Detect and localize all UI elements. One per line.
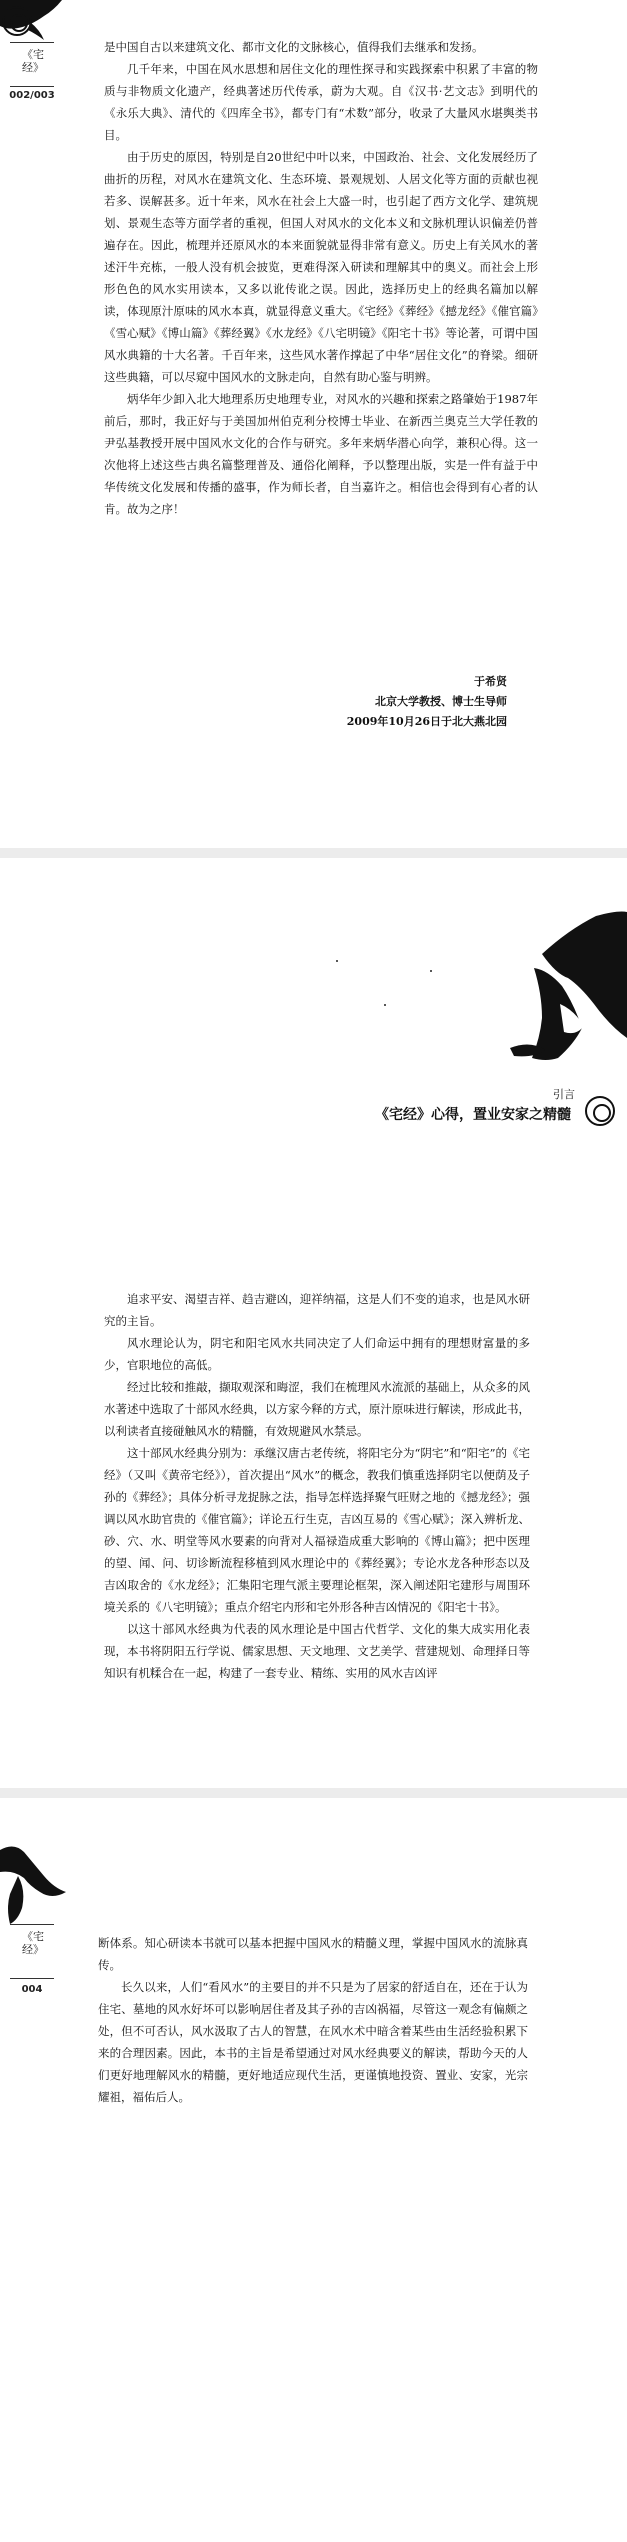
margin-rule bbox=[10, 86, 54, 87]
section-title: 《宅经》心得，置业安家之精髓 bbox=[375, 1107, 571, 1123]
paragraph: 风水理论认为，阴宅和阳宅风水共同决定了人们命运中拥有的理想财富量的多少，官职地位的高低。 bbox=[104, 1336, 530, 1372]
seal-icon bbox=[2, 6, 32, 36]
preface-body bbox=[104, 36, 538, 520]
paragraph: 长久以来，人们“看风水”的主要目的并不只是为了居家的舒适自在，还在于认为住宅、墓地的风水好坏可以影响居住者及其子孙的吉凶祸福，尽管这一观念有偏颇之处，但不可否认，风水汲取了古人的智慧，在风水术中暗含着某些由生活经验积累下来的合理因素。因此，本书的主旨是希望通过对风水经典要义的解读，帮助今天的人们更好地理解风水的精髓，更好地适应现代生活，更谨慎地投资、置业、安家，光宗耀祖，福佑后人。 bbox=[98, 1980, 528, 2104]
paragraph: 炳华年少卸入北大地理系历史地理专业，对风水的兴趣和探索之路肇始于1987年前后，那时，我正好与于美国加州伯克利分校博士毕业、在新西兰奥克兰大学任教的尹弘基教授开展中国风水文化的合作与研究。多年来炳华潜心向学，兼积心得。这一次他将上述这些古典名篇整理普及、通俗化阐释，予以整理出版，实是一件有益于中华传统文化发展和传播的盛事，作为师长者，自当嘉许之。相信也会得到有心者的认肯。故为之序！ bbox=[104, 392, 538, 516]
page-2 bbox=[0, 858, 627, 1788]
signature-block bbox=[347, 672, 507, 732]
margin-rule bbox=[10, 42, 54, 43]
paragraph: 断体系。知心研读本书就可以基本把握中国风水的精髓义理，掌握中国风水的流脉真传。 bbox=[98, 1936, 528, 1972]
signature-name: 于希贤 bbox=[474, 675, 507, 688]
signature-date: 2009年10月26日于北大燕北园 bbox=[346, 715, 507, 728]
margin-book-title: 《宅经》 bbox=[22, 1930, 44, 1956]
speck bbox=[336, 960, 338, 962]
paragraph: 经过比较和推敲，撷取观深和晦涩，我们在梳理风水流派的基础上，从众多的风水著述中选取了十部风水经典，以方家今释的方式，原汁原味进行解读，形成此书，以利读者直接碰触风水的精髓，有效规避风水禁忌。 bbox=[104, 1380, 530, 1438]
paragraph: 几千年来，中国在风水思想和居住文化的理性探寻和实践探索中积累了丰富的物质与非物质文化遗产，经典著述历代传承，蔚为大观。自《汉书·艺文志》到明代的《永乐大典》、清代的《四库全书》，都专门有“术数”部分，收录了大量风水堪舆类书目。 bbox=[104, 62, 538, 142]
intro-body-continued bbox=[98, 1932, 528, 2108]
ink-brush-ornament bbox=[0, 1842, 66, 1924]
page-3 bbox=[0, 1798, 627, 2542]
signature-title: 北京大学教授、博士生导师 bbox=[375, 695, 507, 708]
page-1 bbox=[0, 0, 627, 848]
margin-rule bbox=[10, 1978, 54, 1979]
paragraph: 这十部风水经典分别为：承继汉唐古老传统，将阳宅分为“阴宅”和“阳宅”的《宅经》（又叫《黄帝宅经》），首次提出“风水”的概念，教我们慎重选择阴宅以便荫及子孙的《葬经》；具体分析寻龙捉脉之法，指导怎样选择聚气旺财之地的《撼龙经》；强调以风水助官贵的《催官篇》；详论五行生克，吉凶互易的《雪心赋》；深入辨析龙、砂、穴、水、明堂等风水要素的向背对人福禄造成重大影响的《博山篇》；把中医理的望、闻、问、切诊断流程移植到风水理论中的《葬经翼》；专论水龙各种形态以及吉凶取舍的《水龙经》；汇集阳宅理气派主要理论框架，深入阐述阳宅建形与周围环境关系的《八宅明镜》；重点介绍宅内形和宅外形各种吉凶情况的《阳宅十书》。 bbox=[104, 1446, 531, 1614]
page-number: 002/003 bbox=[9, 90, 55, 101]
intro-body bbox=[104, 1288, 530, 1684]
paragraph: 以这十部风水经典为代表的风水理论是中国古代哲学、文化的集大成实用化表现，本书将阴阳五行学说、儒家思想、天文地理、文艺美学、营建规划、命理择日等知识有机糅合在一起，构建了一套专业、精练、实用的风水吉凶评 bbox=[104, 1622, 530, 1680]
margin-book-title: 《宅经》 bbox=[22, 48, 44, 74]
paragraph: 由于历史的原因，特别是自20世纪中叶以来，中国政治、社会、文化发展经历了曲折的历程，对风水在建筑文化、生态环境、景观规划、人居文化等方面的贡献也视若多、误解甚多。近十年来，风水在社会上大盛一时，也引起了西方文化学、建筑规划、景观生态等方面学者的重视，但国人对风水的文化本义和文脉机理认识偏差仍普遍存在。因此，梳理并还原风水的本来面貌就显得非常有意义。历史上有关风水的著述汗牛充栋，一般人没有机会披览，更难得深入研读和理解其中的奥义。而社会上形形色色的风水实用读本，又多以讹传讹之误。因此，选择历史上的经典名篇加以解读，体现原汁原味的风水本真，就显得意义重大。《宅经》《葬经》《撼龙经》《催官篇》《雪心赋》《博山篇》《葬经翼》《水龙经》《八宅明镜》《阳宅十书》等论著，可谓中国风水典籍的十大名著。千百年来，这些风水著作撑起了中华“居住文化”的脊梁。细研这些典籍，可以尽窥中国风水的文脉走向，自然有助心鉴与明辨。 bbox=[104, 150, 538, 384]
margin-rule bbox=[10, 1924, 54, 1925]
speck bbox=[384, 1004, 386, 1006]
page-number: 004 bbox=[21, 1984, 43, 1995]
paragraph: 追求平安、渴望吉祥、趋吉避凶，迎祥纳福，这是人们不变的追求，也是风水研究的主旨。 bbox=[104, 1292, 530, 1328]
ink-brush-ornament bbox=[470, 908, 627, 1068]
paragraph: 是中国自古以来建筑文化、都市文化的文脉核心，值得我们去继承和发扬。 bbox=[104, 40, 484, 54]
seal-icon bbox=[585, 1096, 615, 1126]
speck bbox=[430, 970, 432, 972]
section-label: 引言 bbox=[553, 1088, 575, 1101]
